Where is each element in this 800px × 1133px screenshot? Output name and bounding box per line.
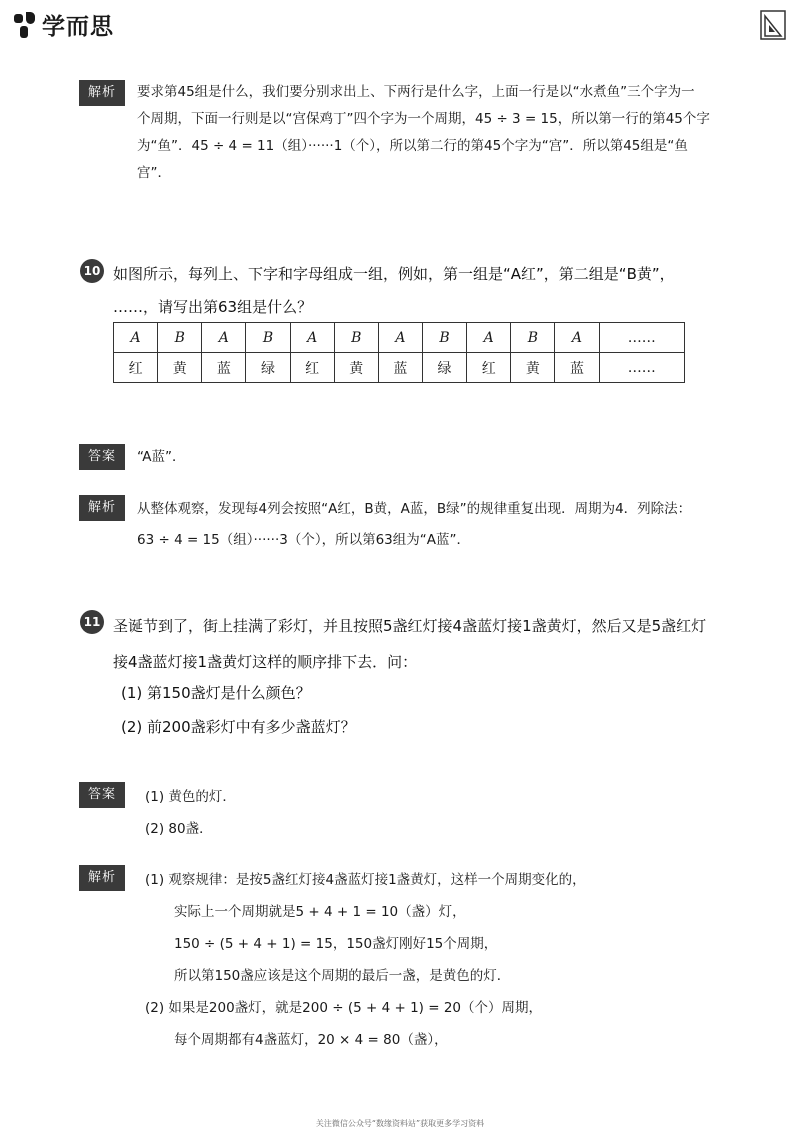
answer-label: 答案 <box>79 782 125 808</box>
table-cell: A <box>467 323 511 353</box>
question-10-line: 如图所示，每列上、下字和字母组成一组，例如，第一组是“A红”，第二组是“B黄”， <box>113 265 675 283</box>
brand-logo <box>14 8 114 41</box>
table-cell: B <box>246 323 290 353</box>
table-cell: …… <box>599 323 684 353</box>
table-cell: A <box>290 323 334 353</box>
answer-11-item: (2) 80盏． <box>145 821 213 837</box>
question-number-badge: 10 <box>80 259 104 283</box>
table-cell: A <box>555 323 599 353</box>
question-11-text <box>113 608 723 680</box>
answer-11-item: (1) 黄色的灯． <box>145 789 236 805</box>
footer-note: 关注微信公众号“数缘资料站”获取更多学习资料 <box>315 1119 485 1128</box>
analysis-9-line: 个周期，下面一行则是以“宫保鸡丁”四个字为一个周期，45 ÷ 3 = 15，所以第一行的第45个字 <box>137 111 710 127</box>
answer-11-text <box>145 781 236 845</box>
analysis-11-line: (2) 如果是200盏灯，就是200 ÷ (5 + 4 + 1) = 20（个）周期， <box>145 1000 543 1016</box>
analysis-9-text <box>137 79 737 187</box>
analysis-label: 解析 <box>79 80 125 106</box>
table-cell: 蓝 <box>555 353 599 383</box>
table-cell: 红 <box>290 353 334 383</box>
analysis-10-line: 从整体观察，发现每4列会按照“A红，B黄，A蓝，B绿”的规律重复出现．周期为4．列除法： <box>137 501 692 517</box>
table-cell: A <box>114 323 158 353</box>
table-cell: 黄 <box>158 353 202 383</box>
answer-10-text: “A蓝”． <box>137 449 186 465</box>
table-cell: …… <box>599 353 684 383</box>
ruler-triangle-icon <box>760 10 786 40</box>
table-cell: 蓝 <box>202 353 246 383</box>
analysis-11-line: (1) 观察规律：是按5盏红灯接4盏蓝灯接1盏黄灯，这样一个周期变化的， <box>145 872 586 888</box>
table-cell: A <box>378 323 422 353</box>
question-11-line: 接4盏蓝灯接1盏黄灯这样的顺序排下去．问： <box>113 653 418 671</box>
analysis-9-line: 宫”． <box>137 165 171 181</box>
analysis-10-text <box>137 494 737 556</box>
analysis-9-line: 为“鱼”．45 ÷ 4 = 11（组）······1（个），所以第二行的第45个字为“宫”．所以第45组是“鱼 <box>137 138 688 154</box>
table-cell: 红 <box>467 353 511 383</box>
table-cell: 黄 <box>511 353 555 383</box>
question-10-text <box>113 258 713 324</box>
table-cell: A <box>202 323 246 353</box>
table-cell: 红 <box>114 353 158 383</box>
analysis-10-line: 63 ÷ 4 = 15（组）······3（个），所以第63组为“A蓝”． <box>137 532 470 548</box>
table-row-letters <box>114 323 685 353</box>
question-10-line: ……，请写出第63组是什么？ <box>113 298 313 316</box>
analysis-11-line: 实际上一个周期就是5 + 4 + 1 = 10（盏）灯， <box>174 904 466 920</box>
logo-text: 学而思 <box>42 14 114 40</box>
table-cell: B <box>511 323 555 353</box>
question-number-badge: 11 <box>80 610 104 634</box>
answer-label: 答案 <box>79 444 125 470</box>
table-cell: B <box>422 323 466 353</box>
analysis-label: 解析 <box>79 495 125 521</box>
analysis-11-line: 所以第150盏应该是这个周期的最后一盏，是黄色的灯． <box>174 968 511 984</box>
analysis-11-line: 每个周期都有4盏蓝灯，20 × 4 = 80（盏）， <box>174 1032 448 1048</box>
analysis-11-text <box>145 864 586 1056</box>
table-cell: 蓝 <box>378 353 422 383</box>
subquestion-2: (2) 前200盏彩灯中有多少盏蓝灯？ <box>121 718 356 736</box>
table-row-colors <box>114 353 685 383</box>
table-cell: B <box>158 323 202 353</box>
table-cell: 绿 <box>246 353 290 383</box>
analysis-9-line: 要求第45组是什么，我们要分别求出上、下两行是什么字，上面一行是以“水煮鱼”三个字为一 <box>137 84 695 100</box>
table-cell: 黄 <box>334 353 378 383</box>
question-11-line: 圣诞节到了，街上挂满了彩灯，并且按照5盏红灯接4盏蓝灯接1盏黄灯，然后又是5盏红灯 <box>113 617 707 635</box>
analysis-11-line: 150 ÷ (5 + 4 + 1) = 15，150盏灯刚好15个周期， <box>174 936 498 952</box>
letter-color-table <box>113 322 685 383</box>
subquestion-1: (1) 第150盏灯是什么颜色？ <box>121 684 311 702</box>
logo-mark-icon <box>14 12 36 38</box>
table-cell: 绿 <box>422 353 466 383</box>
table-cell: B <box>334 323 378 353</box>
analysis-label: 解析 <box>79 865 125 891</box>
question-11-subquestions <box>121 676 356 744</box>
